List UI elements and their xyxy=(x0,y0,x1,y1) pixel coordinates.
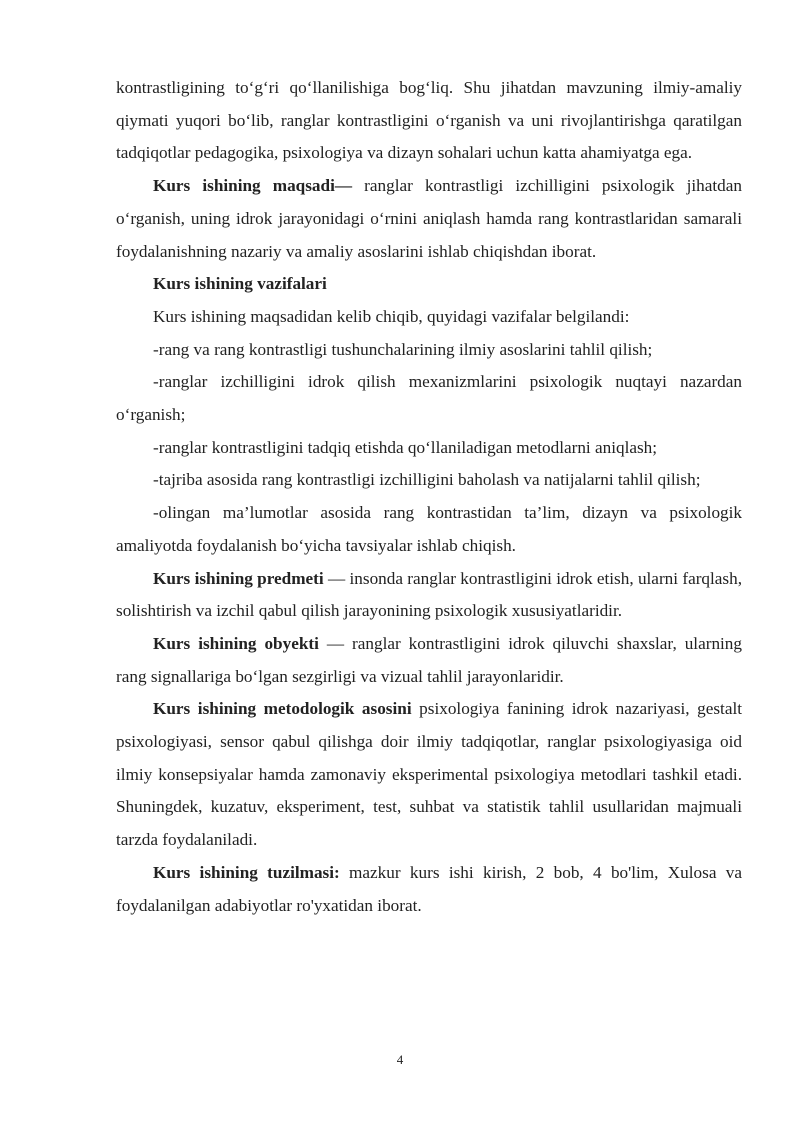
structure-text: mazkur kurs ishi kirish, 2 bob, 4 bo'lim, Xulosa va foydalanilgan adabiyotlar ro'yxatidan iborat. xyxy=(116,862,742,915)
subject-label: Kurs ishining predmeti xyxy=(153,568,324,588)
methodology-paragraph xyxy=(116,693,742,857)
methodology-label: Kurs ishining metodologik asosini xyxy=(153,699,412,719)
task-item: -ranglar kontrastligini tadqiq etishda qo‘llaniladigan metodlarni aniqlash; xyxy=(153,437,658,457)
methodology-text: psixologiya fanining idrok nazariyasi, gestalt psixologiyasi, sensor qabul qilishga doir ilmiy tadqiqotlar, ranglar psixologiyasiga oid ilmiy konsepsiyalar hamda zamonaviy eksperimental psixologiya metodlari tashkil etadi. Shuningdek, kuzatuv, eksperiment, test, suhbat va statistik tahlil usullaridan majmuali tarzda foydalaniladi. xyxy=(116,699,743,850)
task-item: -tajriba asosida rang kontrastligi izchilligini baholash va natijalarni tahlil qilish; xyxy=(153,470,701,490)
tasks-intro: Kurs ishining maqsadidan kelib chiqib, quyidagi vazifalar belgilandi: xyxy=(153,306,630,326)
page-number: 4 xyxy=(396,1052,404,1067)
subject-paragraph xyxy=(116,563,742,628)
goal-text: ranglar kontrastligi izchilligini psixologik jihatdan o‘rganish, uning idrok jarayonidagi o‘rnini aniqlash hamda rang kontrastlaridan samarali foydalanishning nazariy va amaliy asoslarini ishlab chiqishdan iborat. xyxy=(116,176,742,261)
task-item: -olingan ma’lumotlar asosida rang kontrastidan ta’lim, dizayn va psixologik amaliyotda foydalanish bo‘yicha tavsiyalar ishlab chiqish. xyxy=(116,503,742,555)
structure-label: Kurs ishining tuzilmasi: xyxy=(153,862,340,882)
structure-paragraph xyxy=(116,857,742,922)
subject-text: — insonda ranglar kontrastligini idrok etish, ularni farqlash, solishtirish va izchil qabul qilish jarayonining psixologik xususiyatlaridir. xyxy=(116,568,743,621)
object-label: Kurs ishining obyekti xyxy=(153,633,319,653)
goal-label: Kurs ishining maqsadi— xyxy=(153,176,353,196)
task-item: -ranglar izchilligini idrok qilish mexanizmlarini psixologik nuqtayi nazardan o‘rganish; xyxy=(116,372,742,425)
document-page xyxy=(116,72,742,922)
intro-continuation-paragraph: kontrastligining to‘g‘ri qo‘llanilishiga bog‘liq. Shu jihatdan mavzuning ilmiy-amaliy qiymati yuqori bo‘lib, ranglar kontrastligini o‘rganish va uni rivojlantirishga qaratilgan tadqiqotlar pedagogika, psixologiya va dizayn sohalari uchun katta ahamiyatga ega. xyxy=(116,78,742,163)
task-item: -rang va rang kontrastligi tushunchalarining ilmiy asoslarini tahlil qilish; xyxy=(153,339,653,359)
object-text: — ranglar kontrastligini idrok qiluvchi shaxslar, ularning rang signallariga bo‘lgan sezgirligi va vizual tahlil jarayonlaridir. xyxy=(116,633,742,686)
goal-paragraph xyxy=(116,170,742,268)
object-paragraph xyxy=(116,628,742,693)
tasks-heading: Kurs ishining vazifalari xyxy=(153,274,327,294)
